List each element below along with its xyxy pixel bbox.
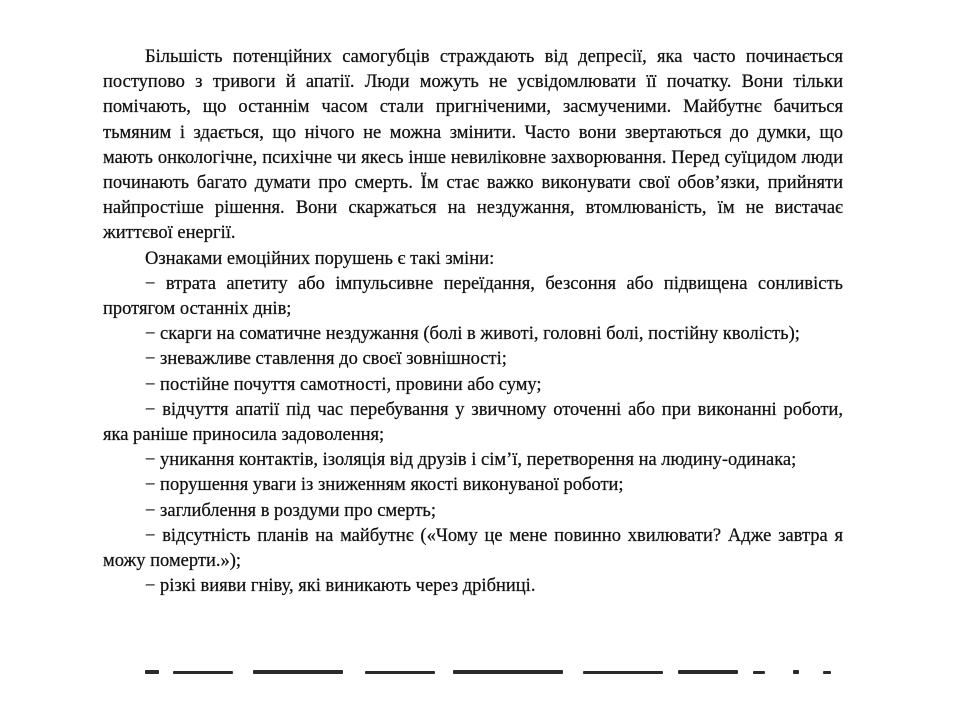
list-item: − відчуття апатії під час перебування у звичному оточенні або при виконанні роботи, яка раніше приносила задоволення;	[103, 399, 843, 446]
list-item: − різкі вияви гніву, які виникають через дрібниці.	[145, 576, 536, 597]
list-item: − скарги на соматичне нездужання (болі в животі, головні болі, постійну кволість);	[145, 324, 800, 345]
document-body	[103, 45, 843, 599]
list-item: − втрата апетиту або імпульсивне переїдання, безсоння або підвищена сонливість протягом останніх днів;	[103, 273, 843, 320]
list-item: − уникання контактів, ізоляція від друзів і сім’ї, перетворення на людину-одинака;	[145, 450, 797, 471]
list-item: − порушення уваги із зниженням якості виконуваної роботи;	[145, 475, 624, 496]
paragraph-depression: Більшість потенційних самогубців страждають від депресії, яка часто починається поступово з тривоги й апатії. Люди можуть не усвідомлювати її початку. Вони тільки помічають, що останнім часом стали пригніченими, засмученими. Майбутнє бачиться тьмяним і здається, що нічого не можна змінити. Часто вони звертаються до думки, що мають онкологічне, психічне чи якесь інше невиліковне захворювання. Перед суїцидом люди починають багато думати про смерть. Їм стає важко виконувати свої обов’язки, прийняти найпростіше рішення. Вони скаржаться на нездужання, втомлюваність, їм не вистачає життєвої енергії.	[103, 47, 843, 244]
list-item: − зневажливе ставлення до своєї зовнішності;	[145, 349, 507, 370]
list-item: − постійне почуття самотності, провини або суму;	[145, 374, 542, 395]
paragraph-signs-intro: Ознаками емоційних порушень є такі зміни:	[145, 248, 495, 269]
cut-off-text-line	[103, 670, 843, 680]
list-item: − відсутність планів на майбутнє («Чому це мене повинно хвилювати? Адже завтра я можу померти.»);	[103, 525, 843, 572]
list-item: − заглиблення в роздуми про смерть;	[145, 500, 436, 521]
